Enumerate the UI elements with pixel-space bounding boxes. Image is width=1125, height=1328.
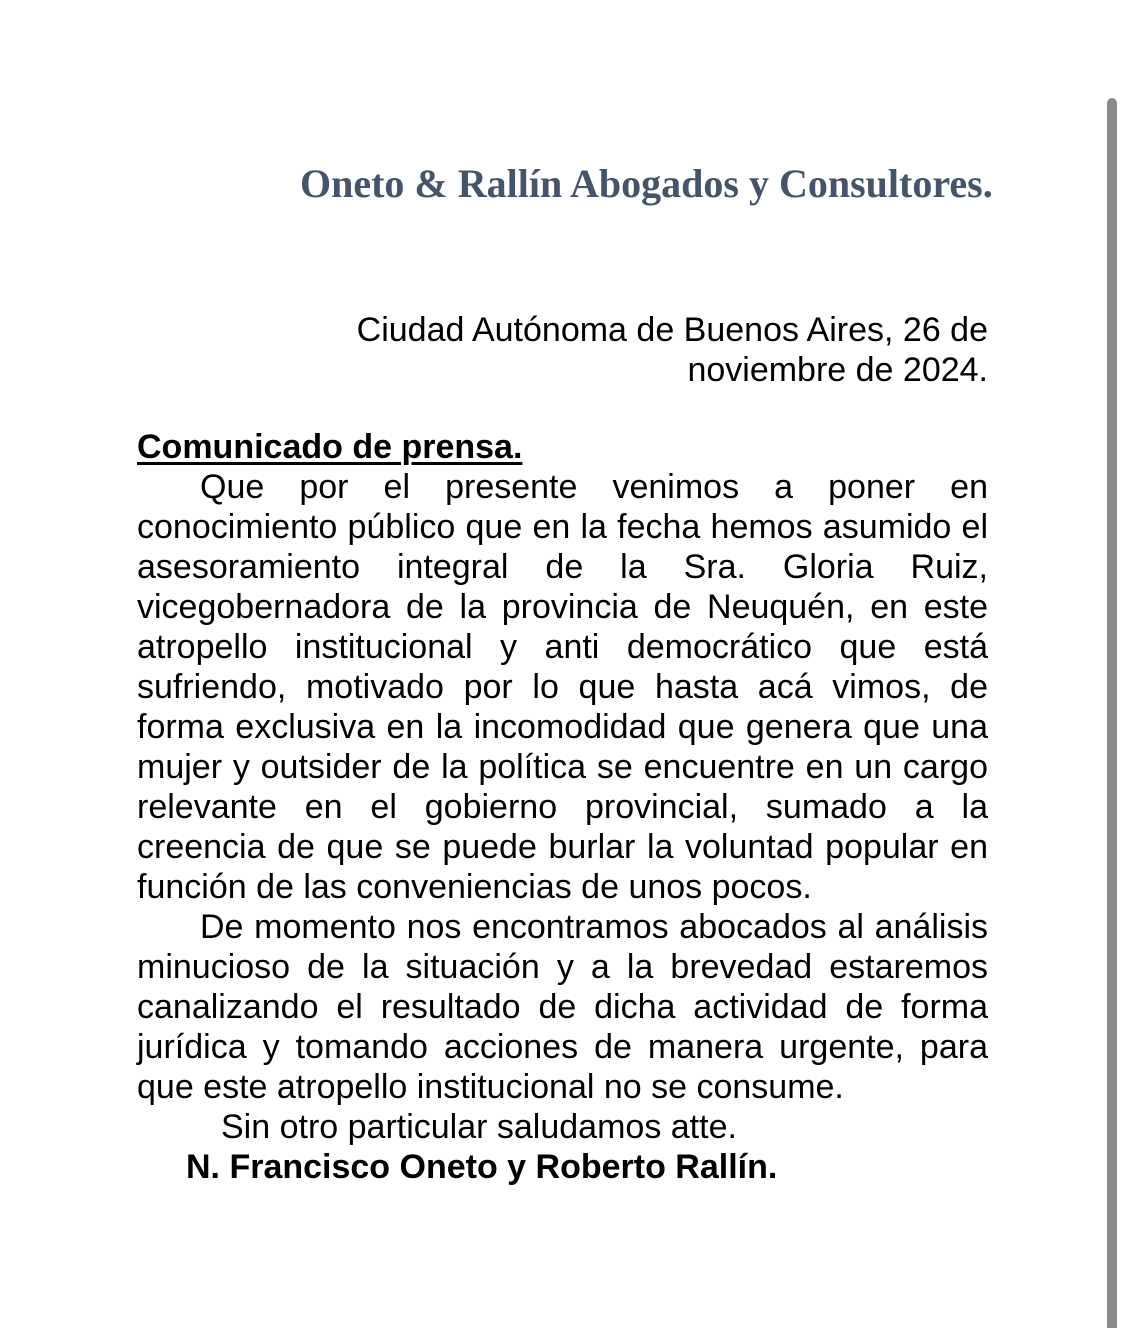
press-release-heading <box>137 427 988 467</box>
body-line: conocimiento público que en la fecha hemos asumido el <box>137 508 988 546</box>
body-line: minucioso de la situación y a la brevedad estaremos <box>137 948 988 986</box>
body-line: sufriendo, motivado por lo que hasta acá vimos, de <box>137 668 988 706</box>
dateline-line-2: noviembre de 2024. <box>687 351 988 389</box>
signature-line: N. Francisco Oneto y Roberto Rallín. <box>186 1148 778 1186</box>
body-line: canalizando el resultado de dicha actividad de forma <box>137 988 988 1026</box>
body-line: que este atropello institucional no se consume. <box>137 1068 844 1106</box>
body-line: mujer y outsider de la política se encuentre en un cargo <box>137 748 988 786</box>
dateline-line-1: Ciudad Autónoma de Buenos Aires, 26 de <box>356 311 988 349</box>
dateline <box>137 310 988 390</box>
press-release-heading-text: Comunicado de prensa. <box>137 428 523 466</box>
body-line: función de las conveniencias de unos pocos. <box>137 868 812 906</box>
body-line: asesoramiento integral de la Sra. Gloria Ruiz, <box>137 548 988 586</box>
body-line: forma exclusiva en la incomodidad que genera que una <box>137 708 988 746</box>
scrollbar-thumb[interactable] <box>1107 98 1117 1328</box>
body-line: jurídica y tomando acciones de manera urgente, para <box>137 1028 988 1066</box>
body-line: atropello institucional y anti democrático que está <box>137 628 988 666</box>
letterhead-title: Oneto & Rallín Abogados y Consultores. <box>300 161 993 206</box>
body-line: Que por el presente venimos a poner en <box>200 468 988 506</box>
body-line: De momento nos encontramos abocados al análisis <box>200 908 988 946</box>
body-line: creencia de que se puede burlar la voluntad popular en <box>137 828 988 866</box>
closing-line: Sin otro particular saludamos atte. <box>221 1108 737 1146</box>
body-line: vicegobernadora de la provincia de Neuquén, en este <box>137 588 988 626</box>
body-line: relevante en el gobierno provincial, sumado a la <box>137 788 988 826</box>
letter-body <box>137 427 988 1187</box>
